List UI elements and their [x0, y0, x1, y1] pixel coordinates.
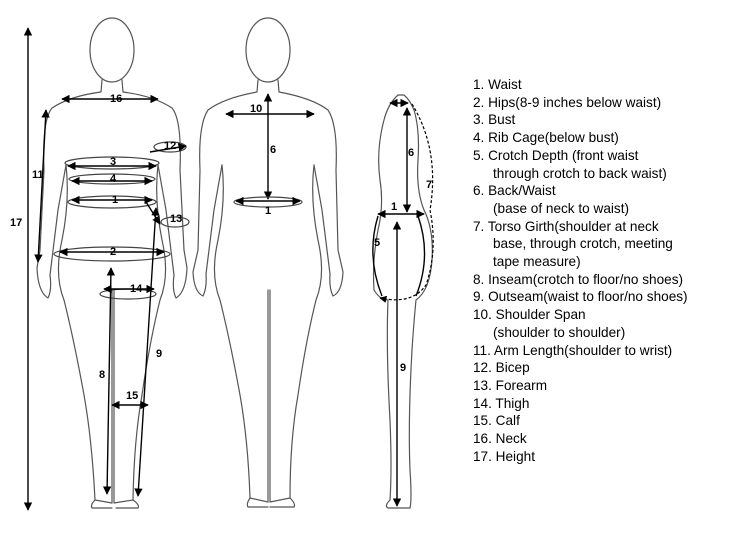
legend-item-continuation: base, through crotch, meeting: [493, 236, 673, 252]
label-8: 8: [99, 369, 106, 381]
legend-item: 2. Hips(8-9 inches below waist): [473, 94, 662, 110]
label-16: 16: [110, 93, 123, 105]
label-9-front: 9: [156, 348, 163, 360]
label-1-front: 1: [112, 194, 119, 206]
label-6-back: 6: [270, 144, 277, 156]
label-10: 10: [250, 103, 263, 115]
label-2: 2: [110, 246, 117, 258]
label-9-side: 9: [400, 362, 407, 374]
legend-item: 4. Rib Cage(below bust): [473, 130, 619, 146]
side-measurements: [373, 103, 433, 506]
label-13: 13: [170, 213, 183, 225]
legend-item-continuation: tape measure): [493, 254, 581, 270]
label-11: 11: [32, 169, 44, 181]
label-1-side: 1: [391, 201, 398, 213]
legend-item: 13. Forearm: [473, 377, 548, 393]
legend-item-continuation: (base of neck to waist): [493, 200, 629, 216]
legend-item: 5. Crotch Depth (front waist: [473, 147, 639, 163]
measurement-legend: [473, 76, 688, 465]
legend-item: 9. Outseam(waist to floor/no shoes): [473, 289, 688, 305]
label-5: 5: [374, 237, 381, 249]
label-6-side: 6: [408, 147, 415, 159]
label-14: 14: [130, 283, 143, 295]
legend-item: 16. Neck: [473, 431, 527, 447]
front-figure: [37, 18, 187, 508]
label-15: 15: [126, 390, 139, 402]
legend-item: 7. Torso Girth(shoulder at neck: [473, 218, 659, 234]
front-measurements: [28, 28, 189, 510]
legend-item: 12. Bicep: [473, 360, 530, 376]
legend-item: 6. Back/Waist: [473, 183, 556, 199]
side-figure: [374, 95, 433, 508]
label-1-back: 1: [265, 205, 272, 217]
label-17: 17: [10, 217, 23, 229]
legend-item-continuation: through crotch to back waist): [493, 165, 667, 181]
legend-item: 8. Inseam(crotch to floor/no shoes): [473, 271, 684, 287]
back-figure: [193, 18, 343, 507]
label-12: 12: [164, 140, 177, 152]
label-7: 7: [426, 179, 433, 191]
label-4: 4: [110, 173, 117, 185]
label-3: 3: [110, 156, 117, 168]
legend-item: 17. Height: [473, 448, 535, 464]
measurement-labels: [10, 93, 432, 402]
legend-item-continuation: (shoulder to shoulder): [493, 324, 626, 340]
legend-item: 10. Shoulder Span: [473, 307, 586, 323]
legend-item: 14. Thigh: [473, 395, 530, 411]
legend-item: 11. Arm Length(shoulder to wrist): [473, 342, 673, 358]
legend-item: 1. Waist: [473, 77, 522, 92]
legend-item: 3. Bust: [473, 112, 516, 128]
legend-item: 15. Calf: [473, 413, 520, 429]
